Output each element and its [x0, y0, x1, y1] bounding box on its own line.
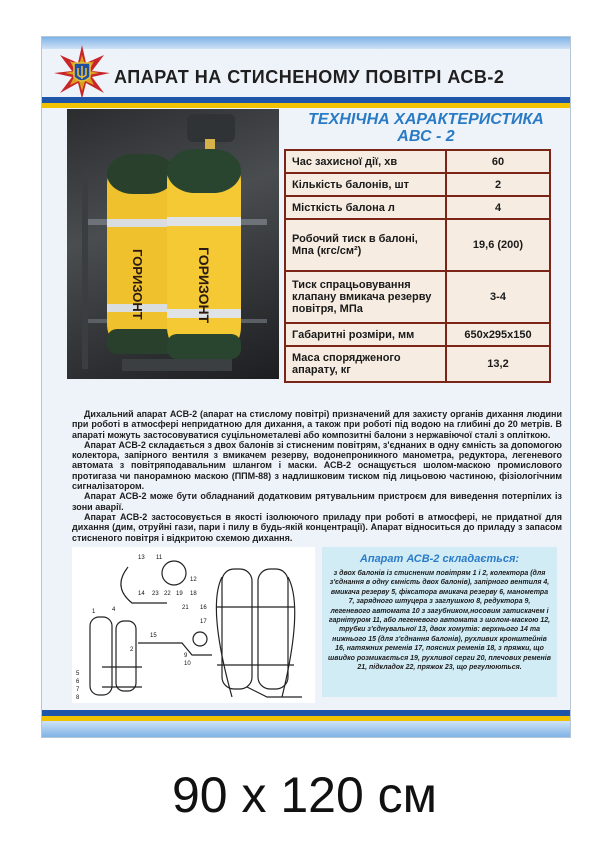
poster	[41, 36, 571, 738]
spec-value: 13,2	[446, 346, 550, 382]
diagram-label: 14	[138, 591, 145, 597]
spec-value: 3-4	[446, 271, 550, 323]
specs-title	[282, 111, 570, 145]
diagram-label: 8	[76, 695, 80, 701]
table-row	[285, 196, 550, 219]
components-title: Апарат АСВ-2 складається:	[359, 553, 520, 565]
coat-of-arms-icon	[52, 43, 112, 101]
spec-value: 4	[446, 196, 550, 219]
specs-table	[284, 149, 551, 383]
bottom-bar	[42, 721, 570, 737]
description-paragraph: Апарат АСВ-2 складається з двох балонів зі стисненим повітрям, з'єднаних в одну ємність за допомогою колектора, запірного вентиля з вмикачем резерву, водонепроникного манометра, редуктора, легеневого автомата з повітряподавальним шлангом і маски. АСВ-2 оснащується шолом-маскою промислового протигаза чи панорамною маскою (ППМ-88) з надлишковим тиском під лицьовою частиною, фізіологічним сигналізатором.	[72, 439, 562, 492]
specs-title-line1: ТЕХНІЧНА ХАРАКТЕРИСТИКА	[308, 111, 544, 128]
spec-label: Габаритні розміри, мм	[285, 323, 446, 346]
diagram-label: 2	[130, 647, 134, 653]
diagram-label: 22	[164, 591, 171, 597]
diagram-label: 10	[184, 661, 191, 667]
footer-stripes	[42, 710, 570, 721]
spec-label: Кількість балонів, шт	[285, 173, 446, 196]
diagram-label: 5	[76, 671, 80, 677]
spec-value: 650х295х150	[446, 323, 550, 346]
diagram-label: 9	[184, 653, 188, 659]
components-text: з двох балонів із стисненим повітрям 1 і 2, колектора (для з'єднання в одну ємність двох балонів), запірного вентиля 4, вмикача резерву 5, фіксатора вмикача резерву 6, манометра 7, зарядного штуцера з заглушкою 8, редуктора 9, легеневого автомата 10 з загубником,носовим затискачем і гарнітуром 11, або легеневого автомата з шолом-маскою 12, трубки з'єднувальної 13, двох хомутів: верхнього 14 та нижнього 15 (для з'єднання балонів), рухливих кронштейнів 16, натяжних ременів 17, поясних ременів 18, з пряжки, що швидко розмикається 19, рухливої серги 20, плечових ременів 21, підкладок 22, пряжок 23, що регулюються.	[328, 570, 551, 672]
spec-value: 60	[446, 150, 550, 173]
components-box	[322, 547, 557, 697]
air-cylinders-image	[67, 109, 279, 379]
description-paragraph: Дихальний апарат АСВ-2 (апарат на стислому повітрі) призначений для захисту органів дихання людини при роботі в атмосфері непридатною для дихання, а також при роботі під водою на глибині до 20 метрів. В апараті можуть застосовуватися суцільнометалеві або композитні балони з нержавіючої сталі з опліткою.	[72, 409, 562, 440]
spec-value: 2	[446, 173, 550, 196]
top-bar	[42, 37, 570, 49]
apparatus-photo	[67, 109, 279, 379]
description-paragraph: Апарат АСВ-2 застосовується в якості ізолюючого приладу при роботі в атмосфері, не придатної для дихання (дим, отруйні гази, пари і пилу в будь-якій концентрації). Апарат відноситься до приладу з запасом стисненого повітря і відкритою схемою дихання.	[72, 511, 562, 543]
diagram-label: 11	[156, 555, 163, 561]
table-row	[285, 346, 550, 382]
header-stripes	[42, 97, 570, 108]
diagram-label: 17	[200, 619, 207, 625]
poster-size-label: 90 x 120 см	[171, 767, 438, 823]
table-row	[285, 271, 550, 323]
diagram-label: 13	[138, 555, 145, 561]
table-row	[285, 150, 550, 173]
table-row	[285, 323, 550, 346]
spec-label: Тиск спрацьовування клапану вмикача резерву повітря, МПа	[285, 271, 446, 323]
schematic-diagram	[72, 547, 315, 703]
diagram-label: 18	[190, 591, 197, 597]
diagram-label: 12	[190, 577, 197, 583]
cylinder-brand-right: ГОРИЗОНТ	[196, 247, 212, 324]
description-text	[72, 409, 562, 543]
diagram-label: 21	[182, 605, 189, 611]
spec-label: Робочий тиск в балоні, Мпа (кгс/см²)	[285, 219, 446, 271]
diagram-label: 16	[200, 605, 207, 611]
diagram-label: 1	[92, 609, 96, 615]
spec-label: Місткість балона л	[285, 196, 446, 219]
page-title: АПАРАТ НА СТИСНЕНОМУ ПОВІТРІ АСВ-2	[114, 66, 505, 87]
table-row	[285, 219, 550, 271]
diagram-label: 23	[152, 591, 159, 597]
description-paragraph: Апарат АСВ-2 може бути обладнаний додатковим рятувальним пристроєм для виведення потерпілих із зони аварії.	[72, 491, 562, 512]
spec-value: 19,6 (200)	[446, 219, 550, 271]
apparatus-schematic	[72, 547, 315, 703]
diagram-label: 6	[76, 679, 80, 685]
specs-title-line2: АВС - 2	[397, 128, 455, 145]
diagram-label: 15	[150, 633, 157, 639]
diagram-label: 4	[112, 607, 116, 613]
table-row	[285, 173, 550, 196]
spec-label: Час захисної дії, хв	[285, 150, 446, 173]
diagram-label: 19	[176, 591, 183, 597]
cylinder-brand-left: ГОРИЗОНТ	[130, 249, 145, 320]
spec-label: Маса спорядженого апарату, кг	[285, 346, 446, 382]
diagram-label: 7	[76, 687, 80, 693]
